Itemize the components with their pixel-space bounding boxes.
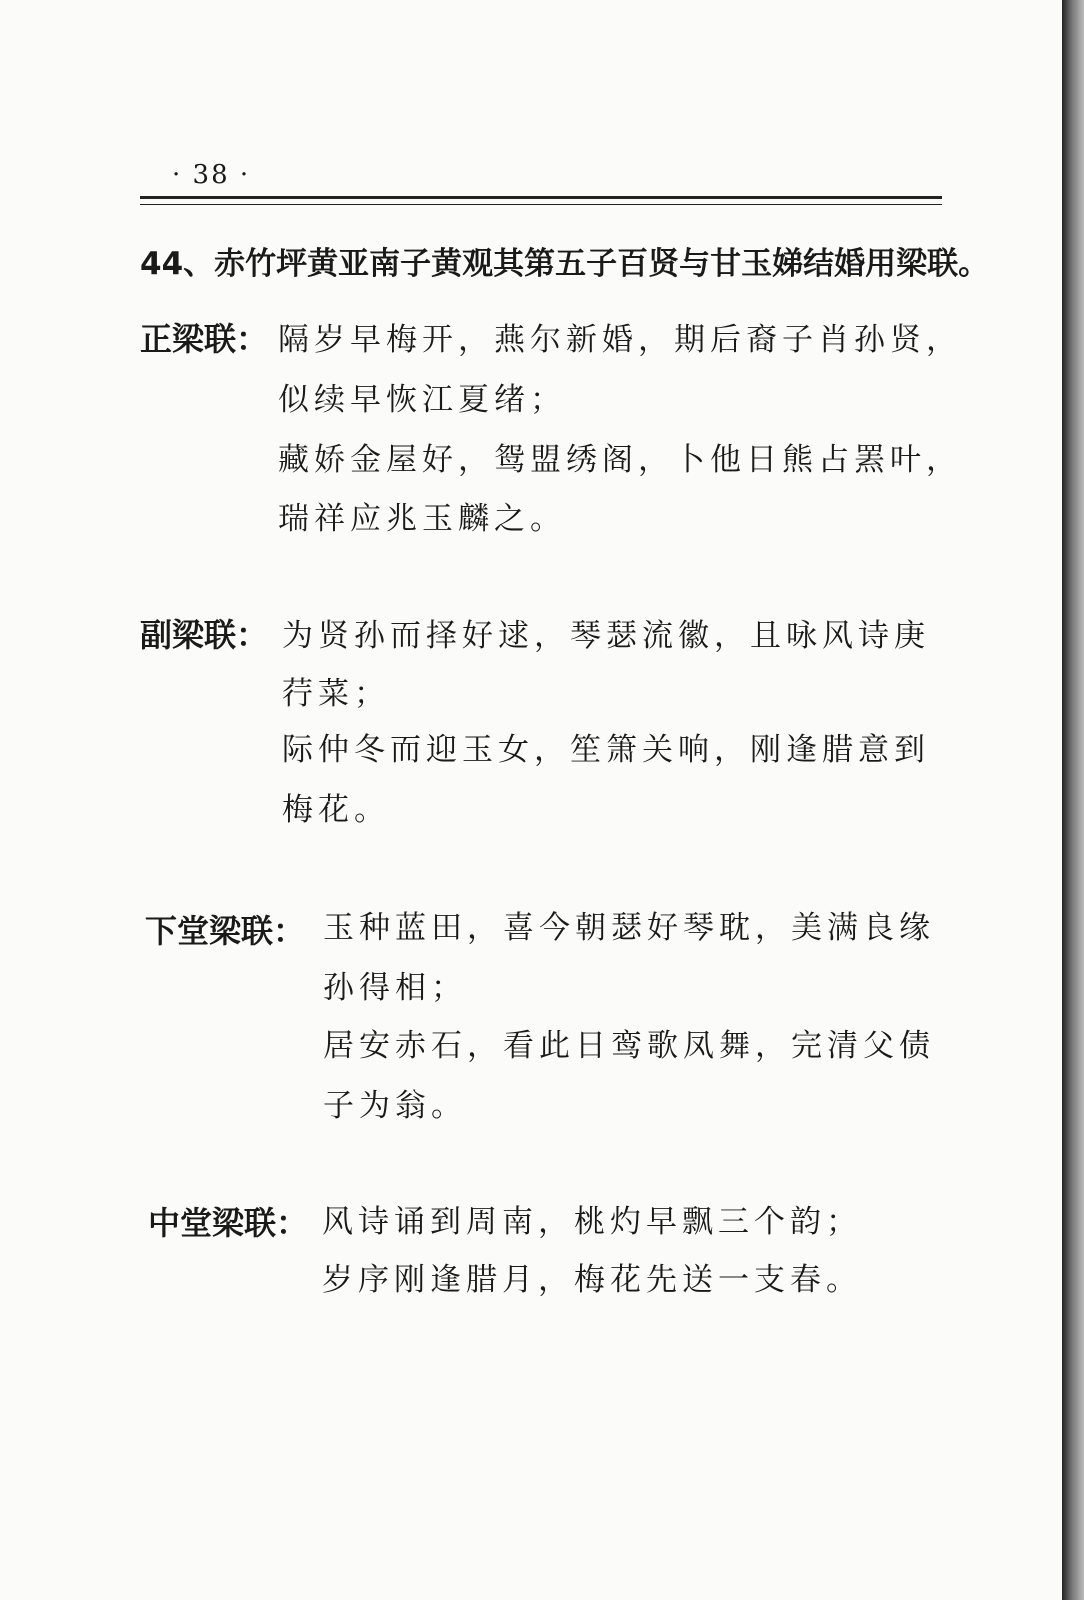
entry-title: 44、赤竹坪黄亚南子黄观其第五子百贤与甘玉娣结婚用梁联。 — [140, 246, 990, 282]
couplet-line: 瑞祥应兆玉麟之。 — [278, 501, 566, 537]
couplet-line: 似续早恢江夏绪； — [278, 382, 566, 418]
couplet-line: 居安赤石，看此日鸾歌凤舞，完清父债 — [323, 1028, 935, 1064]
couplet-line: 风诗诵到周南，桃灼早飘三个韵； — [322, 1204, 862, 1240]
header-rule-thin — [140, 204, 942, 205]
section-label-lower-hall-beam: 下堂梁联： — [145, 912, 306, 950]
couplet-line: 荇菜； — [282, 676, 390, 712]
couplet-line: 玉种蓝田，喜今朝瑟好琴耽，美满良缘 — [323, 910, 935, 946]
section-label-secondary-beam: 副梁联： — [140, 616, 269, 654]
page-number: · 38 · — [172, 160, 251, 190]
couplet-line: 子为翁。 — [323, 1088, 467, 1124]
couplet-line: 孙得相； — [323, 970, 467, 1006]
page-edge-shadow — [1062, 0, 1084, 1600]
couplet-line: 藏娇金屋好，鸳盟绣阁，卜他日熊占罴叶， — [278, 442, 962, 478]
couplet-line: 梅花。 — [282, 792, 390, 828]
couplet-line: 岁序刚逢腊月，梅花先送一支春。 — [322, 1262, 862, 1298]
section-label-main-beam: 正梁联： — [140, 320, 269, 358]
section-label-middle-hall-beam: 中堂梁联： — [148, 1204, 309, 1242]
header-rule-thick — [140, 196, 942, 199]
couplet-line: 隔岁早梅开，燕尔新婚，期后裔子肖孙贤， — [278, 322, 962, 358]
couplet-line: 际仲冬而迎玉女，笙箫关响，刚逢腊意到 — [282, 732, 930, 768]
couplet-line: 为贤孙而择好逑，琴瑟流徽，且咏风诗庚 — [282, 618, 930, 654]
